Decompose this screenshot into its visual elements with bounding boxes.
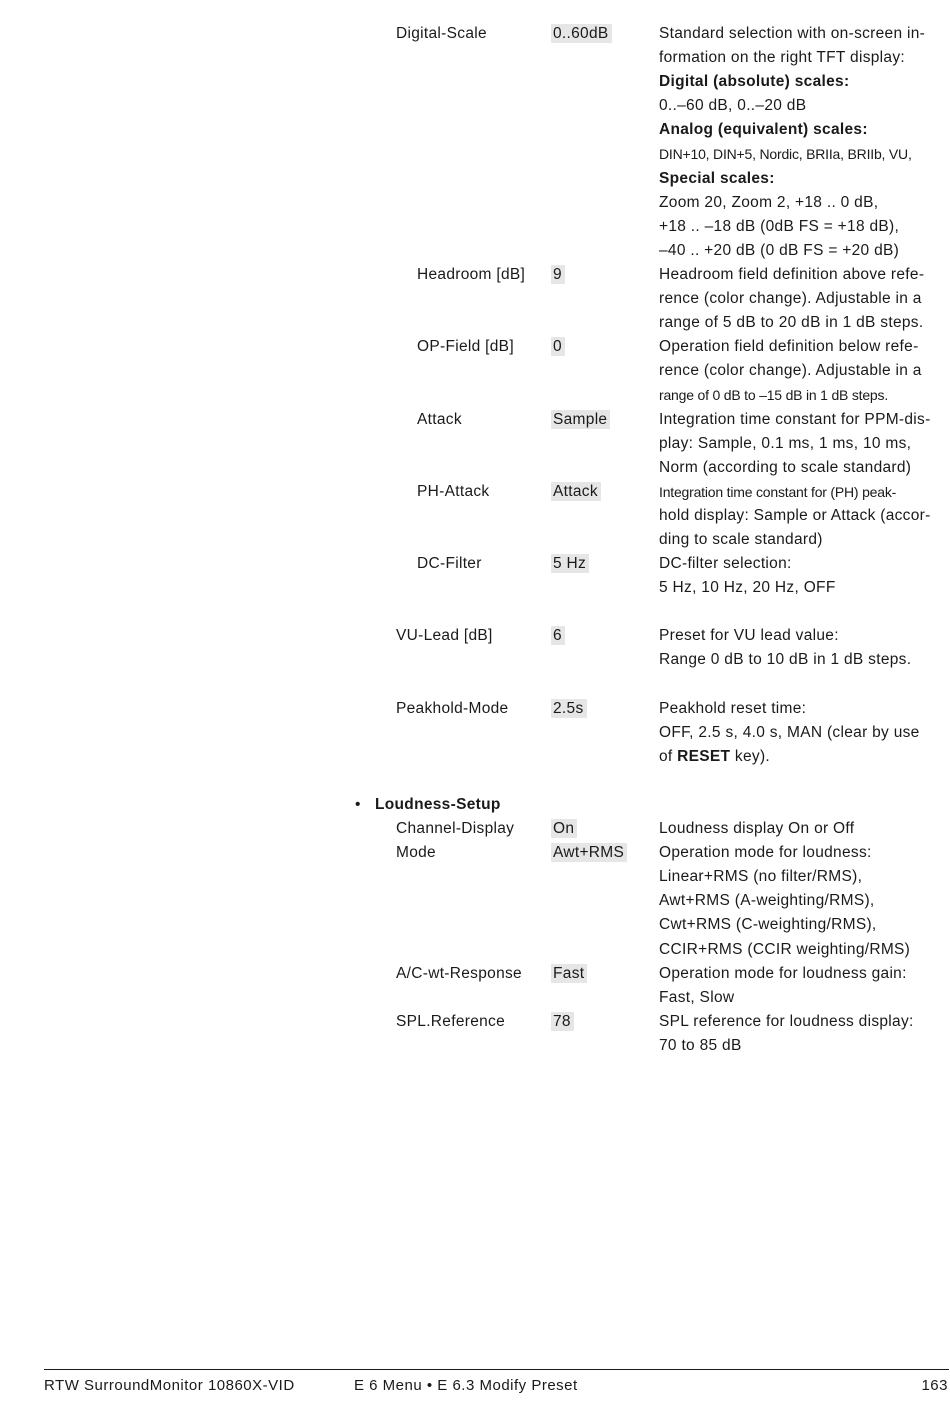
parameter-name: Mode — [396, 844, 436, 862]
description-line — [659, 745, 949, 769]
parameter-row — [0, 408, 950, 480]
parameter-description — [659, 841, 949, 961]
description-line: range of 5 dB to 20 dB in 1 dB steps. — [659, 314, 924, 332]
parameter-description — [659, 552, 949, 600]
section-heading-loudness-setup — [0, 793, 950, 817]
parameter-default-value: 78 — [551, 1012, 574, 1031]
parameter-description — [659, 962, 949, 1010]
parameter-value-cell — [551, 335, 565, 359]
parameter-description — [659, 480, 949, 552]
footer-divider — [44, 1369, 949, 1370]
description-line: Preset for VU lead value: — [659, 627, 839, 645]
description-heading: Analog (equivalent) scales: — [659, 121, 868, 139]
parameter-value-cell — [551, 263, 565, 287]
description-line: 70 to 85 dB — [659, 1036, 742, 1054]
parameter-row — [0, 552, 950, 600]
parameter-row — [0, 22, 950, 263]
parameter-row — [0, 624, 950, 672]
description-line: Integration time constant for PPM-dis- — [659, 410, 931, 428]
spacer — [0, 673, 950, 697]
parameter-default-value: 0 — [551, 337, 565, 356]
section-title: Loudness-Setup — [375, 796, 501, 813]
description-line: Linear+RMS (no filter/RMS), — [659, 868, 863, 886]
parameter-value-cell — [551, 697, 587, 721]
footer-page-number: 163 — [921, 1377, 948, 1394]
manual-page-content — [0, 22, 950, 1058]
description-line: CCIR+RMS (CCIR weighting/RMS) — [659, 940, 911, 958]
description-line: +18 .. –18 dB (0dB FS = +18 dB), — [659, 217, 900, 235]
description-heading: Special scales: — [659, 169, 775, 187]
description-line: Headroom field definition above refe- — [659, 265, 925, 283]
parameter-default-value: 9 — [551, 265, 565, 284]
parameter-description — [659, 22, 949, 263]
parameter-row — [0, 263, 950, 335]
parameter-default-value: Sample — [551, 410, 610, 429]
description-line: rence (color change). Adjustable in a — [659, 362, 922, 380]
parameter-row — [0, 480, 950, 552]
description-line: Awt+RMS (A-weighting/RMS), — [659, 892, 875, 910]
spacer — [0, 769, 950, 793]
parameter-description — [659, 697, 949, 769]
description-line: Loudness display On or Off — [659, 820, 855, 838]
parameter-default-value: Fast — [551, 964, 587, 983]
parameter-default-value: 6 — [551, 626, 565, 645]
description-line: 0..–60 dB, 0..–20 dB — [659, 97, 807, 115]
description-line: DC-filter selection: — [659, 555, 792, 573]
parameter-row — [0, 841, 950, 961]
spacer — [0, 600, 950, 624]
description-line: Standard selection with on-screen in- — [659, 25, 926, 42]
parameter-default-value: Attack — [551, 482, 601, 501]
parameter-name: Channel-Display — [396, 820, 515, 838]
bullet-point: • — [355, 796, 361, 813]
description-text: key). — [730, 747, 771, 765]
parameter-description — [659, 817, 949, 841]
description-line — [659, 167, 949, 191]
description-line: OFF, 2.5 s, 4.0 s, MAN (clear by use — [659, 723, 920, 741]
parameter-value-cell — [551, 624, 565, 648]
parameter-description — [659, 263, 949, 335]
parameter-description — [659, 624, 949, 672]
parameter-name: VU-Lead [dB] — [396, 627, 493, 645]
description-line — [659, 70, 949, 94]
parameter-name: PH-Attack — [417, 482, 490, 500]
loudness-settings-table — [0, 817, 950, 1058]
description-line: Operation mode for loudness gain: — [659, 964, 907, 982]
description-line: Zoom 20, Zoom 2, +18 .. 0 dB, — [659, 193, 879, 211]
parameter-description — [659, 335, 949, 407]
parameter-default-value: Awt+RMS — [551, 843, 627, 862]
description-line — [659, 118, 949, 142]
description-line: Peakhold reset time: — [659, 699, 807, 717]
description-heading: Digital (absolute) scales: — [659, 73, 850, 91]
parameter-name: Headroom [dB] — [417, 265, 526, 283]
description-line: Cwt+RMS (C-weighting/RMS), — [659, 916, 877, 934]
parameter-value-cell — [551, 1010, 574, 1034]
description-line: formation on the right TFT display: — [659, 49, 905, 67]
description-line: DIN+10, DIN+5, Nordic, BRIIa, BRIIb, VU, — [659, 146, 912, 163]
footer-product-name: RTW SurroundMonitor 10860X-VID — [44, 1377, 295, 1394]
parameter-name: Attack — [417, 410, 462, 428]
parameter-row — [0, 697, 950, 769]
description-line: 5 Hz, 10 Hz, 20 Hz, OFF — [659, 579, 836, 597]
description-line: Operation mode for loudness: — [659, 844, 872, 862]
parameter-row — [0, 962, 950, 1010]
description-line: ding to scale standard) — [659, 530, 823, 548]
description-line: Norm (according to scale standard) — [659, 458, 912, 476]
description-line: Operation field definition below refe- — [659, 338, 919, 356]
parameter-description — [659, 1010, 949, 1058]
parameter-value-cell — [551, 480, 601, 504]
description-line: play: Sample, 0.1 ms, 1 ms, 10 ms, — [659, 434, 912, 452]
description-line: rence (color change). Adjustable in a — [659, 290, 922, 308]
parameter-default-value: On — [551, 819, 577, 838]
scale-settings-table — [0, 22, 950, 793]
description-line: SPL reference for loudness display: — [659, 1012, 914, 1030]
parameter-name: Digital-Scale — [396, 25, 487, 42]
description-line: Integration time constant for (PH) peak- — [659, 483, 897, 500]
description-line: hold display: Sample or Attack (accor- — [659, 506, 931, 524]
description-line: Range 0 dB to 10 dB in 1 dB steps. — [659, 651, 912, 669]
parameter-value-cell — [551, 817, 577, 841]
description-line: range of 0 dB to –15 dB in 1 dB steps. — [659, 387, 889, 404]
parameter-description — [659, 408, 949, 480]
description-text: of — [659, 747, 678, 765]
description-line: Fast, Slow — [659, 988, 735, 1006]
parameter-default-value: 5 Hz — [551, 554, 589, 573]
parameter-name: Peakhold-Mode — [396, 699, 509, 717]
parameter-value-cell — [551, 841, 627, 865]
parameter-value-cell — [551, 22, 612, 46]
parameter-name: OP-Field [dB] — [417, 338, 514, 356]
parameter-default-value: 0..60dB — [551, 24, 612, 43]
parameter-name: DC-Filter — [417, 555, 482, 573]
parameter-row — [0, 1010, 950, 1058]
parameter-row — [0, 335, 950, 407]
description-line: –40 .. +20 dB (0 dB FS = +20 dB) — [659, 241, 900, 259]
parameter-default-value: 2.5s — [551, 699, 587, 718]
parameter-value-cell — [551, 552, 589, 576]
parameter-value-cell — [551, 408, 610, 432]
parameter-name: SPL.Reference — [396, 1012, 506, 1030]
footer-chapter: E 6 Menu • E 6.3 Modify Preset — [354, 1377, 578, 1394]
parameter-name: A/C-wt-Response — [396, 964, 522, 982]
key-name: RESET — [677, 747, 731, 765]
parameter-value-cell — [551, 962, 587, 986]
parameter-row — [0, 817, 950, 841]
